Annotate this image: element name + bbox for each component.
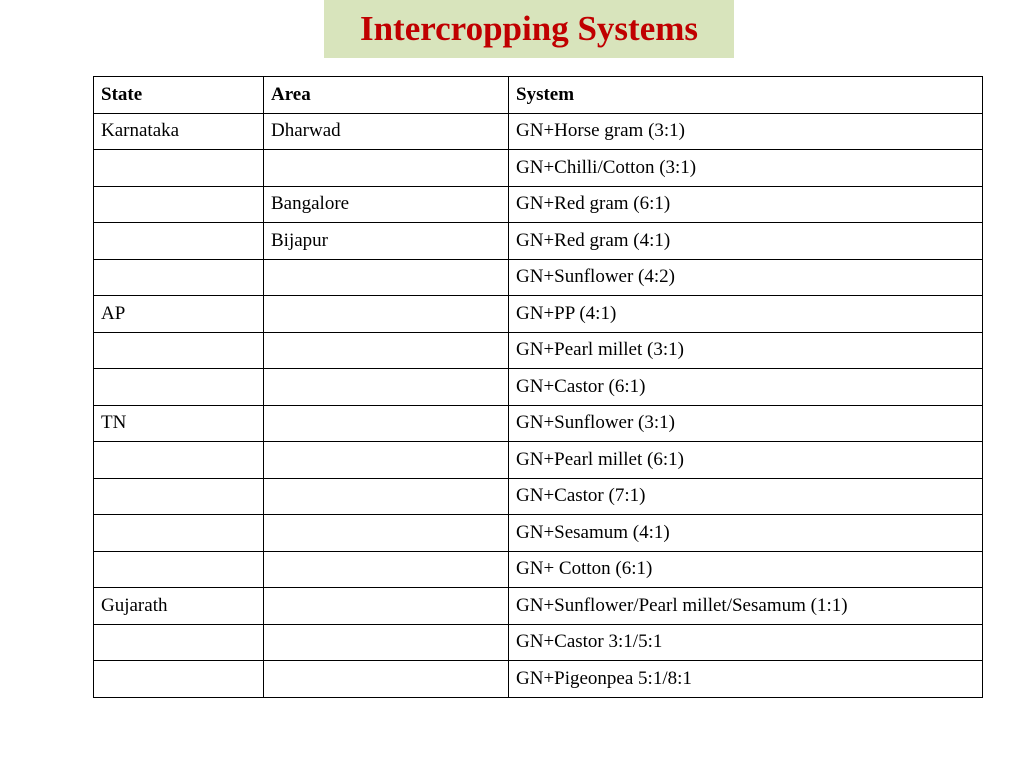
cell-state: [94, 442, 264, 479]
cell-area: [264, 332, 509, 369]
cell-state: Karnataka: [94, 113, 264, 150]
table-row: [94, 551, 983, 588]
cell-system: GN+Sunflower/Pearl millet/Sesamum (1:1): [509, 588, 983, 625]
cell-state: [94, 624, 264, 661]
cell-area: [264, 369, 509, 406]
cell-state: [94, 223, 264, 260]
table-row: [94, 150, 983, 187]
table-row: [94, 186, 983, 223]
cell-system: GN+PP (4:1): [509, 296, 983, 333]
cell-system: GN+Pearl millet (3:1): [509, 332, 983, 369]
cell-system: GN+Castor (6:1): [509, 369, 983, 406]
cell-state: [94, 186, 264, 223]
table-header-row: [94, 77, 983, 114]
cell-area: [264, 588, 509, 625]
cell-system: GN+Sesamum (4:1): [509, 515, 983, 552]
table-row: [94, 442, 983, 479]
cell-area: [264, 405, 509, 442]
cell-state: [94, 150, 264, 187]
cell-area: [264, 442, 509, 479]
cell-state: [94, 515, 264, 552]
cell-system: GN+Red gram (4:1): [509, 223, 983, 260]
cell-area: [264, 661, 509, 698]
cell-state: [94, 369, 264, 406]
cell-area: [264, 515, 509, 552]
table-row: [94, 369, 983, 406]
table-row: [94, 515, 983, 552]
table-row: [94, 405, 983, 442]
table-row: [94, 478, 983, 515]
cell-state: TN: [94, 405, 264, 442]
table-row: [94, 624, 983, 661]
cell-system: GN+Castor (7:1): [509, 478, 983, 515]
table-row: [94, 259, 983, 296]
cell-area: [264, 551, 509, 588]
intercropping-table: [93, 76, 983, 698]
cell-system: GN+Castor 3:1/5:1: [509, 624, 983, 661]
cell-system: GN+ Cotton (6:1): [509, 551, 983, 588]
table-row: [94, 332, 983, 369]
cell-state: [94, 259, 264, 296]
header-area: Area: [264, 77, 509, 114]
cell-state: AP: [94, 296, 264, 333]
cell-area: [264, 296, 509, 333]
cell-system: GN+Pigeonpea 5:1/8:1: [509, 661, 983, 698]
cell-state: Gujarath: [94, 588, 264, 625]
cell-area: Bijapur: [264, 223, 509, 260]
cell-area: [264, 150, 509, 187]
cell-state: [94, 661, 264, 698]
table-row: [94, 113, 983, 150]
cell-system: GN+Sunflower (4:2): [509, 259, 983, 296]
table-row: [94, 223, 983, 260]
cell-state: [94, 551, 264, 588]
cell-area: [264, 624, 509, 661]
page-title: Intercropping Systems: [359, 9, 699, 48]
cell-area: [264, 478, 509, 515]
cell-system: GN+Sunflower (3:1): [509, 405, 983, 442]
title-banner: [324, 0, 734, 58]
cell-area: [264, 259, 509, 296]
cell-area: Bangalore: [264, 186, 509, 223]
cell-state: [94, 332, 264, 369]
cell-system: GN+Chilli/Cotton (3:1): [509, 150, 983, 187]
header-system: System: [509, 77, 983, 114]
table-body: [94, 113, 983, 697]
table-row: [94, 588, 983, 625]
cell-state: [94, 478, 264, 515]
table-row: [94, 296, 983, 333]
cell-area: Dharwad: [264, 113, 509, 150]
header-state: State: [94, 77, 264, 114]
cell-system: GN+Pearl millet (6:1): [509, 442, 983, 479]
cell-system: GN+Red gram (6:1): [509, 186, 983, 223]
cell-system: GN+Horse gram (3:1): [509, 113, 983, 150]
table-row: [94, 661, 983, 698]
